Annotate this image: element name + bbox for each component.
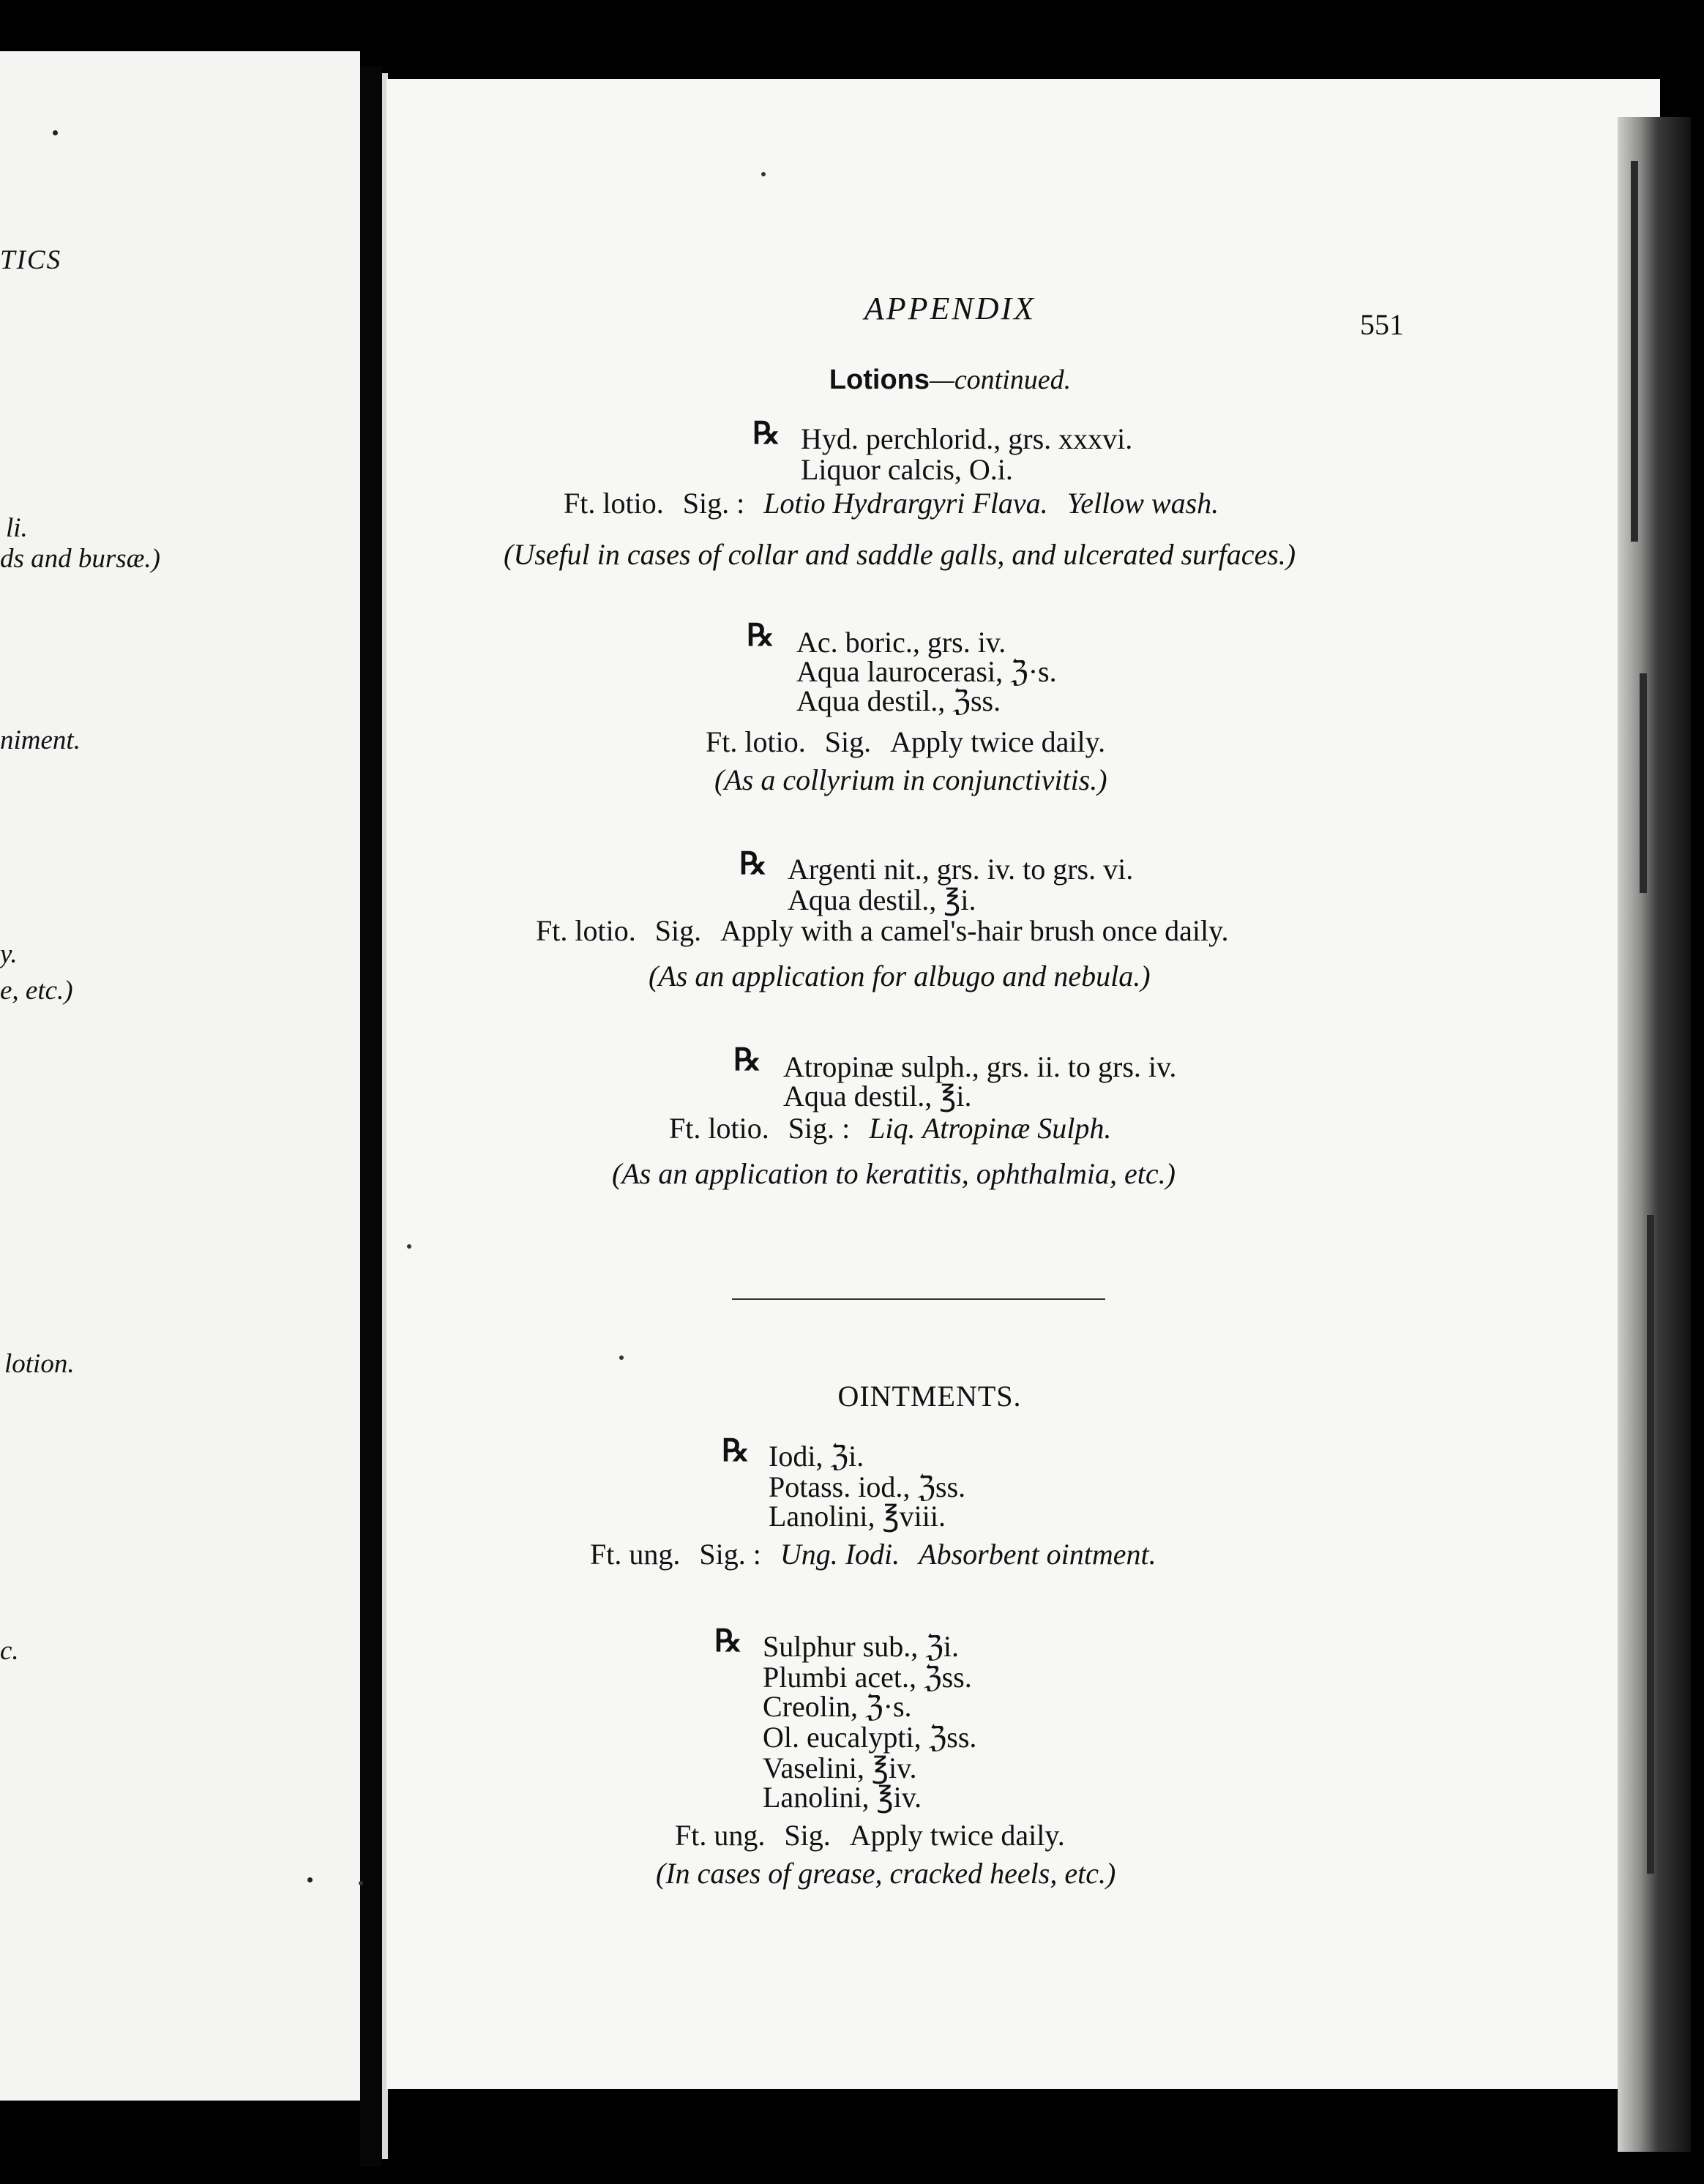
directions-ft: Ft. lotio.	[536, 914, 636, 947]
directions-text: Apply twice daily.	[849, 1819, 1065, 1852]
ingredient-line: Argenti nit., grs. iv. to grs. vi.	[788, 853, 1134, 886]
usage-note: (As an application for albugo and nebula.)	[649, 960, 1151, 992]
speck	[53, 130, 58, 135]
left-text-fragment: niment.	[0, 725, 81, 755]
ingredient-line: Lanolini, ℥viii.	[769, 1500, 946, 1533]
directions-ft: Ft. lotio.	[564, 487, 664, 520]
directions-text: Apply with a camel's-hair brush once daily.	[720, 914, 1229, 947]
left-page-fragment	[0, 51, 360, 2101]
ingredient-line: Atropinæ sulph., grs. ii. to grs. iv.	[783, 1050, 1177, 1083]
running-head-title: APPENDIX	[864, 291, 1036, 326]
ingredient-line: Liquor calcis, O.i.	[801, 453, 1013, 486]
directions-sig: Sig.	[824, 725, 872, 758]
directions-text: Liq. Atropinæ Sulph.	[869, 1112, 1112, 1145]
section-divider	[732, 1298, 1105, 1300]
directions-sig: Sig. :	[788, 1112, 851, 1145]
directions-sig: Sig.	[654, 914, 702, 947]
directions-sig: Sig. :	[682, 487, 745, 520]
directions-line	[536, 916, 1228, 946]
usage-note: (Useful in cases of collar and saddle galls, and ulcerated surfaces.)	[504, 538, 1296, 571]
ingredient-line: Sulphur sub., ℨi.	[763, 1630, 960, 1663]
left-text-fragment: li.	[6, 513, 28, 543]
left-text-fragment: ds and bursæ.)	[0, 544, 160, 574]
speck	[761, 172, 766, 176]
directions-line	[669, 1114, 1111, 1143]
left-text-fragment: y.	[0, 939, 18, 969]
directions-text: Yellow wash.	[1066, 487, 1219, 520]
page-number: 551	[1360, 308, 1404, 341]
usage-note: (As a collyrium in conjunctivitis.)	[714, 763, 1107, 796]
usage-note: (In cases of grease, cracked heels, etc.)	[656, 1857, 1116, 1890]
ingredient-line: Potass. iod., ℨss.	[769, 1470, 966, 1503]
directions-ft: Ft. ung.	[590, 1538, 681, 1571]
left-running-head: TICS	[0, 245, 62, 275]
rx-symbol: ℞	[714, 1625, 742, 1658]
directions-ft: Ft. ung.	[675, 1819, 766, 1852]
usage-note: (As an application to keratitis, ophthalmia, etc.)	[612, 1157, 1176, 1190]
ingredient-line: Aqua destil., ℨss.	[796, 684, 1001, 717]
directions-text: Lotio Hydrargyri Flava.	[763, 487, 1048, 520]
ingredient-line: Plumbi acet., ℨss.	[763, 1661, 972, 1694]
ingredient-line: Aqua destil., ℥i.	[783, 1080, 972, 1112]
ingredient-line: Hyd. perchlorid., grs. xxxvi.	[801, 422, 1133, 455]
section-heading-label: Lotions	[829, 364, 930, 395]
speck	[359, 1881, 363, 1885]
speck	[407, 1244, 411, 1249]
ingredient-line: Aqua laurocerasi, ℨ·s.	[796, 655, 1057, 688]
directions-sig: Sig.	[784, 1819, 831, 1852]
directions-line	[590, 1540, 1156, 1569]
section-heading-suffix: —continued.	[930, 364, 1072, 395]
section-heading-lotions	[829, 366, 1071, 394]
directions-ft: Ft. lotio.	[706, 725, 806, 758]
ingredient-line: Ol. eucalypti, ℨss.	[763, 1721, 977, 1754]
rx-symbol: ℞	[747, 619, 774, 653]
rx-symbol: ℞	[722, 1435, 750, 1468]
directions-sig: Sig. :	[699, 1538, 761, 1571]
ingredient-line: Creolin, ℨ·s.	[763, 1690, 912, 1723]
directions-line	[564, 489, 1219, 518]
left-text-fragment: lotion.	[4, 1349, 75, 1379]
left-text-fragment: c.	[0, 1636, 19, 1666]
speck	[307, 1877, 313, 1882]
directions-text: Apply twice daily.	[890, 725, 1106, 758]
directions-line	[675, 1821, 1065, 1850]
ingredient-line: Aqua destil., ℥i.	[788, 883, 976, 916]
rx-symbol: ℞	[752, 417, 780, 451]
ingredient-line: Iodi, ℨi.	[769, 1440, 864, 1473]
ingredient-line: Lanolini, ℥iv.	[763, 1781, 922, 1814]
speck	[619, 1355, 624, 1360]
directions-text: Absorbent ointment.	[919, 1538, 1156, 1571]
directions-ft: Ft. lotio.	[669, 1112, 769, 1145]
left-text-fragment: e, etc.)	[0, 976, 73, 1006]
ingredient-line: Ac. boric., grs. iv.	[796, 626, 1006, 659]
page-edge	[1618, 117, 1691, 2152]
ingredient-line: Vaselini, ℥iv.	[763, 1751, 917, 1784]
directions-line	[706, 725, 1106, 758]
rx-symbol: ℞	[733, 1044, 761, 1077]
directions-text: Ung. Iodi.	[780, 1538, 900, 1571]
rx-symbol: ℞	[739, 848, 767, 881]
book-gutter	[360, 66, 382, 2166]
section-heading-ointments: OINTMENTS.	[837, 1380, 1022, 1413]
